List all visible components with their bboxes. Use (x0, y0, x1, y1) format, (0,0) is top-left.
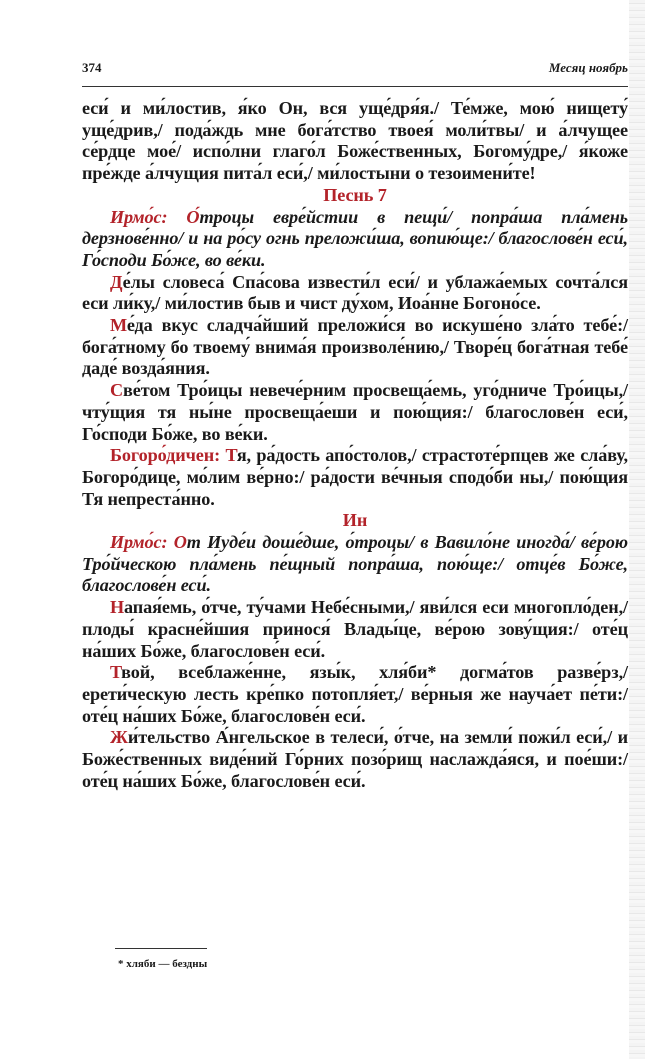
header-rule (82, 86, 628, 87)
page-edge-shadow (629, 0, 645, 1059)
continued-paragraph: еси́ и ми́лостив, я́ко Он, вся уще́дря́я./ Те́мже, мою́ нищету́ уще́дрив,/ пода́ждь мне бога́тство твоея́ моли́твы/ и а́лчущее се́рдце мое́/ испо́лни глаго́л Боже́ственных, Богому́дре,/ я́коже пре́жде а́лчущия пита́л еси́,/ ми́лостыни о тезоимени́те! (82, 98, 628, 184)
troparion-paragraph (82, 597, 628, 662)
ode-heading: Песнь 7 (323, 184, 387, 205)
footnote-rule (115, 948, 207, 949)
page-header (82, 58, 628, 80)
troparion-text: апая́емь, о́тче, ту́чами Небе́сными,/ яви́лся еси многопло́ден,/ плоды́ красне́йшия принося́ Влады́це, ве́рою зову́щия:/ оте́ц на́ших Бо́же, благослове́н еси́. (82, 597, 628, 661)
troparion-text: и́тельство А́нгельское в телеси́, о́тче, на земли́ пожи́л еси́,/ и Боже́ственных виде́ний Го́рних позо́рищ наслажда́яся, и пое́ши:/ оте́ц на́ших Бо́же, благослове́н еси́. (82, 727, 628, 791)
drop-letter: М (110, 315, 127, 336)
troparion-text: вой, всеблаже́нне, язы́к, хля́би* догма́тов разве́рз,/ ерети́ческую лесть кре́пко потопля́ет,/ ве́рныя же науча́ет пе́ти:/ оте́ц на́ших Бо́же, благослове́н еси́. (82, 662, 628, 726)
drop-letter: Т (110, 662, 122, 683)
drop-letter: С (110, 380, 124, 401)
troparion-paragraph (82, 315, 628, 380)
theotokion-text: я, ра́дость апо́столов,/ страстоте́рпцев же сла́ву, Богоро́дице, мо́лим ве́рно:/ ра́дости ве́чныя сподо́би ны,/ пою́щия Тя непреста́нно. (82, 445, 628, 509)
troparion-paragraph (82, 727, 628, 792)
troparion-paragraph (82, 272, 628, 315)
drop-letter: Н (110, 597, 125, 618)
irmos-text: т Иуде́и доше́дше, о́троцы/ в Вавило́не иногда́/ ве́рою Тро́йческою пла́мень пе́щный попра́ша, пою́ще:/ отце́в Бо́же, благослове́н еси́. (82, 532, 628, 596)
page-body (82, 98, 628, 793)
irmos-label: Ирмо́с: О (110, 532, 187, 553)
theotokion-paragraph (82, 445, 628, 510)
irmos-paragraph (82, 207, 628, 272)
theotokion-label: Богоро́дичен: Т (110, 445, 237, 466)
irmos-label: Ирмо́с: О (110, 206, 200, 227)
irmos-paragraph (82, 532, 628, 597)
troparion-paragraph (82, 662, 628, 727)
troparion-paragraph (82, 380, 628, 445)
drop-letter: Д (110, 271, 123, 292)
troparion-text: е́да вкус сладча́йший преложи́ся во искуше́но зла́то тебе́:/ бога́тному бо твоему́ внима́я произволе́нию,/ Творе́ц бога́тная тебе́ даде́ возда́яния. (82, 315, 628, 379)
running-title: Месяц ноябрь (548, 60, 628, 75)
troparion-text: ве́том Тро́ицы невече́рним просвеща́емь, уго́дниче Тро́ицы,/ чту́щия тя ны́не просвеща́еши и пою́щия:/ благослове́н еси́, Го́споди Бо́же, во ве́ки. (82, 380, 628, 444)
page-number: 374 (82, 60, 102, 75)
troparion-text: е́лы словеса́ Спа́сова извести́л еси́/ и ублажа́емых сочта́лся еси ли́ку,/ ми́лостив быв и чист ду́хом, Иоа́нне Богоно́се. (82, 271, 628, 314)
drop-letter: Ж (110, 727, 128, 748)
irmos-text: ́троцы евре́йстии в пещи́/ попра́ша пла́мень дерзнове́нно/ и на ро́су огнь преложи́ша, вопию́ще:/ благослове́н еси́, Го́споди Бо́же, во ве́ки. (82, 206, 628, 270)
footnote: * хляби — бездны (118, 958, 208, 970)
alt-canon-heading: Ин (342, 510, 368, 531)
